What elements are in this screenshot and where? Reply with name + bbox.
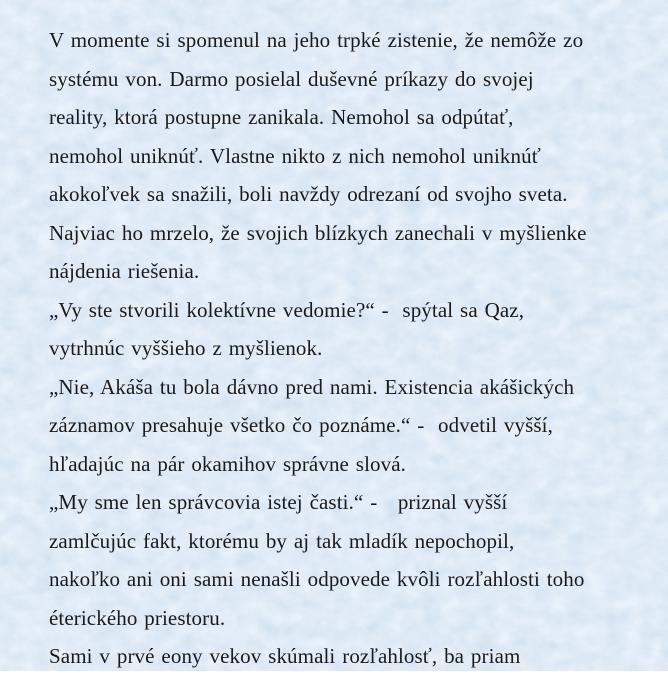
body-text bbox=[49, 21, 649, 676]
text-line: hľadajúc na pár okamihov správne slová. bbox=[49, 451, 406, 476]
text-line: V momente si spomenul na jeho trpké zistenie, že nemôže zo bbox=[49, 28, 584, 52]
text-line: nemohol uniknúť. Vlastne nikto z nich nemohol uniknúť bbox=[49, 143, 541, 168]
text-line: „My sme len správcovia istej časti.“ - priznal vyšší bbox=[49, 490, 508, 514]
text-line: reality, ktorá postupne zanikala. Nemohol sa odpútať, bbox=[49, 105, 514, 129]
text-line: „Vy ste stvorili kolektívne vedomie?“ - spýtal sa Qaz, bbox=[49, 297, 525, 322]
text-line: „Nie, Akáša tu bola dávno pred nami. Existencia akášických bbox=[49, 374, 575, 399]
text-line: akokoľvek sa snažili, boli navždy odrezaní od svojho sveta. bbox=[49, 182, 568, 206]
text-line: éterického priestoru. bbox=[49, 605, 226, 630]
text-line: systému von. Darmo posielal duševné príkazy do svojej bbox=[49, 66, 534, 91]
text-line: nakoľko ani oni sami nenašli odpovede kvôli rozľahlosti toho bbox=[49, 567, 585, 591]
text-line: záznamov presahuje všetko čo poznáme.“ - odvetil vyšší, bbox=[49, 413, 553, 437]
text-line: Najviac ho mrzelo, že svojich blízkych zanechali v myšlienke bbox=[49, 220, 587, 245]
text-line: zamlčujúc fakt, ktorému by aj tak mladík nepochopil, bbox=[49, 528, 515, 553]
text-line: Sami v prvé eony vekov skúmali rozľahlosť, ba priam bbox=[49, 644, 521, 668]
text-line: vytrhnúc vyššieho z myšlienok. bbox=[49, 336, 323, 360]
text-line: nájdenia riešenia. bbox=[49, 259, 200, 283]
